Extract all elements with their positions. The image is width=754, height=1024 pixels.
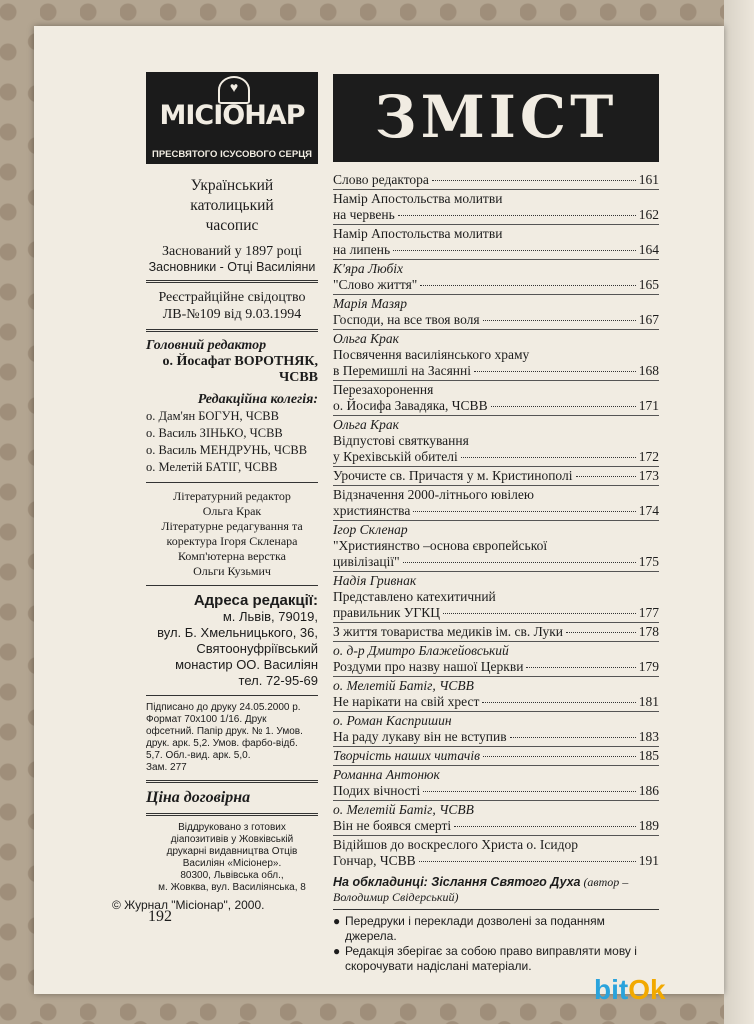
toc-title: Творчість наших читачів [333, 748, 480, 763]
toc-title-line: Відзначення 2000-літнього ювілею [333, 487, 534, 502]
founded-text: Заснований у 1897 році [162, 244, 302, 259]
toc-leader-dots [482, 702, 635, 703]
toc-page: 181 [638, 694, 659, 709]
price-text: Ціна договірна [146, 789, 251, 806]
address-line: вул. Б. Хмельницького, 36, [157, 625, 318, 640]
toc-title: Роздуми про назву нашої Церкви [333, 659, 524, 674]
note-text: Передруки і переклади дозволені за поданням джерела. [345, 914, 605, 943]
toc-row [333, 398, 659, 414]
toc-author: Марія Мазяр [333, 296, 408, 311]
toc-title: Господи, на все твоя воля [333, 312, 480, 327]
magazine-description [146, 176, 318, 236]
toc-leader-dots [423, 791, 636, 792]
toc-author: о. д-р Дмитро Блажейовський [333, 643, 509, 658]
founders-text: Засновники - Отці Василіяни [148, 260, 316, 274]
toc-entry [333, 172, 659, 188]
toc-title-line: Посвячення василіянського храму [333, 347, 530, 362]
toc-leader-dots [393, 250, 636, 251]
toc-leader-dots [432, 180, 636, 181]
editor-name [108, 354, 318, 386]
toc-title: на липень [333, 242, 391, 257]
contents-title: ЗМІСТ [333, 74, 659, 162]
copyright: © Журнал "Місіонар", 2000. [112, 898, 265, 912]
board-member: о. Василь МЕНДРУНЬ, ЧСВВ [146, 443, 308, 457]
toc-separator [333, 641, 659, 642]
toc-entry [333, 485, 659, 519]
toc-title: о. Йосифа Завадяка, ЧСВВ [333, 398, 488, 413]
divider [146, 695, 318, 696]
note-text: Редакція зберігає за собою право виправляти мову і скорочувати надіслані матеріали. [345, 944, 637, 973]
watermark-part: bit [594, 974, 629, 1005]
table-of-contents [333, 172, 659, 869]
toc-title: Урочисте св. Причастя у м. Кристинополі [333, 468, 573, 483]
toc-title: "Слово життя" [333, 277, 418, 292]
toc-separator [333, 189, 659, 190]
toc-page: 178 [638, 624, 659, 639]
toc-row [333, 363, 659, 379]
toc-row [333, 449, 659, 465]
toc-title: у Крехівській обителі [333, 449, 458, 464]
toc-page: 171 [638, 398, 659, 413]
toc-page: 162 [638, 207, 659, 222]
desc-line: Український [190, 177, 274, 194]
toc-row [333, 172, 659, 188]
notes [333, 909, 659, 974]
printed-line: 80300, Львівська обл., [180, 870, 284, 881]
toc-separator [333, 800, 659, 801]
board-member: о. Василь ЗІНЬКО, ЧСВВ [146, 426, 283, 440]
toc-page: 168 [638, 363, 659, 378]
toc-row [333, 659, 659, 675]
toc-separator [333, 835, 659, 836]
address-line: монастир ОО. Василіян [175, 657, 318, 672]
staff-credits [146, 489, 318, 579]
toc-title: в Перемишлі на Засянні [333, 363, 472, 378]
toc-separator [333, 329, 659, 330]
bullet-icon: ● [333, 944, 341, 958]
toc-page: 164 [638, 242, 659, 257]
logo-title: МІСІОНАР [159, 100, 305, 131]
toc-row [333, 277, 659, 293]
toc-page: 174 [638, 503, 659, 518]
toc-page: 186 [638, 783, 659, 798]
toc-page: 167 [638, 312, 659, 327]
toc-author: о. Мелетій Батіг, ЧСВВ [333, 678, 474, 693]
printed-line: друкарні видавництва Отців [166, 846, 298, 857]
toc-title: Гончар, ЧСВВ [333, 853, 416, 868]
toc-leader-dots [576, 476, 636, 477]
divider [146, 280, 318, 283]
toc-author: Ольга Крак [333, 331, 399, 346]
editor-name-line: о. Йосафат ВОРОТНЯК, [162, 354, 318, 369]
registration [146, 289, 318, 323]
next-page-edge [724, 0, 754, 1024]
toc-separator [333, 294, 659, 295]
staff-line: Комп'ютерна верстка [178, 549, 286, 563]
toc-entry [333, 520, 659, 570]
toc-title: цивілізації" [333, 554, 400, 569]
masthead-column [108, 72, 326, 912]
printed-info [146, 822, 318, 894]
watermark-part: Ok [628, 974, 666, 1005]
print-info-line: друк. арк. 5,2. Умов. фарбо-відб. [146, 738, 298, 749]
toc-leader-dots [419, 861, 636, 862]
toc-leader-dots [461, 457, 636, 458]
toc-separator [333, 765, 659, 766]
heart-emblem-icon: ♥ [218, 76, 250, 104]
toc-page: 161 [638, 172, 659, 187]
staff-line: Ольги Кузьмич [193, 564, 271, 578]
toc-author: К'яра Любіх [333, 261, 404, 276]
toc-separator [333, 415, 659, 416]
note-item [333, 944, 659, 974]
toc-entry [333, 294, 659, 328]
toc-title: правильник УГКЦ [333, 605, 440, 620]
board-title: Редакційна колегія: [197, 392, 318, 407]
print-info-line: Формат 70х100 1/16. Друк [146, 714, 267, 725]
toc-leader-dots [483, 756, 636, 757]
toc-row [333, 729, 659, 745]
toc-author: Ігор Скленар [333, 522, 408, 537]
toc-author: Надія Гривнак [333, 573, 417, 588]
printed-line: Віддруковано з готових [178, 822, 286, 833]
toc-leader-dots [566, 632, 636, 633]
staff-line: коректура Ігоря Скленара [166, 534, 298, 548]
toc-entry [333, 380, 659, 414]
toc-title: Він не боявся смерті [333, 818, 452, 833]
toc-leader-dots [420, 285, 635, 286]
toc-entry [333, 676, 659, 710]
printed-line: м. Жовква, вул. Василіянська, 8 [158, 882, 306, 893]
toc-title: З життя товариства медиків ім. св. Луки [333, 624, 564, 639]
misionar-logo [146, 72, 318, 164]
editor-name-line: ЧСВВ [278, 370, 318, 385]
toc-author: Ольга Крак [333, 417, 399, 432]
toc-title-line: Намір Апостольства молитви [333, 226, 503, 241]
toc-row [333, 554, 659, 570]
toc-separator [333, 746, 659, 747]
toc-title-line: Намір Апостольства молитви [333, 191, 503, 206]
toc-separator [333, 676, 659, 677]
toc-page: 165 [638, 277, 659, 292]
note-item [333, 914, 659, 944]
toc-page: 183 [638, 729, 659, 744]
address-title: Адреса редакції: [193, 592, 318, 609]
registration-line: Реєстрайційне свідоцтво [158, 290, 306, 305]
toc-title-line: Представлено катехитичний [333, 589, 496, 604]
toc-entry [333, 466, 659, 484]
toc-title-line: Відійшов до воскреслого Христа о. Ісидор [333, 837, 579, 852]
cover-label: На обкладинці: Зіслання Святого Духа [333, 875, 581, 889]
toc-row [333, 624, 659, 640]
toc-author: Романна Антонюк [333, 767, 440, 782]
toc-leader-dots [403, 562, 636, 563]
toc-leader-dots [526, 667, 635, 668]
toc-entry [333, 800, 659, 834]
toc-entry [333, 329, 659, 379]
print-info-line: офсетний. Папір друк. № 1. Умов. [146, 726, 303, 737]
toc-title-line: "Християнство –основа європейської [333, 538, 548, 553]
toc-title-line: Відпустові святкування [333, 433, 469, 448]
toc-entry [333, 415, 659, 465]
toc-author: о. Роман Каспришин [333, 713, 452, 728]
toc-row [333, 242, 659, 258]
toc-row [333, 853, 659, 869]
toc-row [333, 694, 659, 710]
toc-leader-dots [483, 320, 636, 321]
toc-entry [333, 746, 659, 764]
address-line: Святоонуфріївський [196, 641, 318, 656]
toc-title: на червень [333, 207, 395, 222]
divider [146, 585, 318, 586]
toc-leader-dots [398, 215, 636, 216]
toc-entry [333, 641, 659, 675]
toc-leader-dots [454, 826, 636, 827]
toc-separator [333, 520, 659, 521]
board-member: о. Мелетій БАТІГ, ЧСВВ [146, 460, 278, 474]
toc-entry [333, 711, 659, 745]
toc-separator [333, 571, 659, 572]
toc-entry [333, 765, 659, 799]
toc-title: Слово редактора [333, 172, 429, 187]
contents-column [333, 74, 659, 974]
toc-row [333, 312, 659, 328]
toc-page: 172 [638, 449, 659, 464]
cover-author: (автор – Володимир Свідерський) [333, 875, 629, 904]
toc-title: Подих вічності [333, 783, 421, 798]
editor-title: Головний редактор [146, 338, 267, 353]
toc-row [333, 748, 659, 764]
toc-page: 179 [638, 659, 659, 674]
toc-page: 173 [638, 468, 659, 483]
toc-separator [333, 224, 659, 225]
staff-line: Літературне редагування та [161, 519, 303, 533]
board-list [146, 408, 326, 476]
desc-line: часопис [205, 217, 259, 234]
toc-row [333, 605, 659, 621]
staff-line: Літературний редактор [173, 489, 291, 503]
toc-title: Не нарікати на свій хрест [333, 694, 480, 709]
toc-leader-dots [474, 371, 636, 372]
toc-separator [333, 380, 659, 381]
printed-line: діапозитивів у Жовківській [170, 834, 294, 845]
toc-author: о. Мелетій Батіг, ЧСВВ [333, 802, 474, 817]
toc-separator [333, 485, 659, 486]
toc-separator [333, 466, 659, 467]
toc-page: 175 [638, 554, 659, 569]
toc-row [333, 503, 659, 519]
divider [146, 329, 318, 332]
toc-separator [333, 622, 659, 623]
toc-leader-dots [491, 406, 636, 407]
toc-page: 185 [638, 748, 659, 763]
toc-leader-dots [510, 737, 636, 738]
toc-page: 191 [638, 853, 659, 868]
bitok-watermark [594, 974, 666, 1006]
toc-title: християнства [333, 503, 411, 518]
toc-leader-dots [443, 613, 636, 614]
registration-line: ЛВ-№109 від 9.03.1994 [162, 307, 302, 322]
divider [146, 813, 318, 816]
page-number: 192 [148, 908, 172, 925]
toc-title-line: Перезахоронення [333, 382, 434, 397]
toc-title: На раду лукаву він не вступив [333, 729, 507, 744]
toc-page: 189 [638, 818, 659, 833]
toc-row [333, 783, 659, 799]
cover-note [333, 875, 659, 905]
toc-entry [333, 189, 659, 223]
toc-entry [333, 622, 659, 640]
desc-line: католицький [190, 197, 274, 214]
toc-row [333, 207, 659, 223]
address-line: м. Львів, 79019, [222, 609, 318, 624]
toc-entry [333, 835, 659, 869]
staff-line: Ольга Крак [202, 504, 262, 518]
print-info [146, 702, 318, 774]
board-member: о. Дам'ян БОГУН, ЧСВВ [146, 409, 279, 423]
print-info-line: 5,7. Обл.-вид. арк. 5,0. [146, 750, 251, 761]
address-line: тел. 72-95-69 [238, 673, 318, 688]
toc-separator [333, 259, 659, 260]
toc-row [333, 818, 659, 834]
toc-separator [333, 711, 659, 712]
divider [146, 482, 318, 483]
toc-page: 177 [638, 605, 659, 620]
toc-entry [333, 259, 659, 293]
bullet-icon: ● [333, 914, 341, 928]
toc-row [333, 468, 659, 484]
toc-entry [333, 224, 659, 258]
toc-leader-dots [413, 511, 635, 512]
toc-entry [333, 571, 659, 621]
print-info-line: Підписано до друку 24.05.2000 р. [146, 702, 301, 713]
divider [146, 780, 318, 783]
logo-subtitle: ПРЕСВЯТОГО ІСУСОВОГО СЕРЦЯ [152, 149, 312, 160]
address [108, 609, 318, 689]
print-info-line: Зам. 277 [146, 762, 187, 773]
printed-line: Василіян «Місіонер». [182, 858, 282, 869]
